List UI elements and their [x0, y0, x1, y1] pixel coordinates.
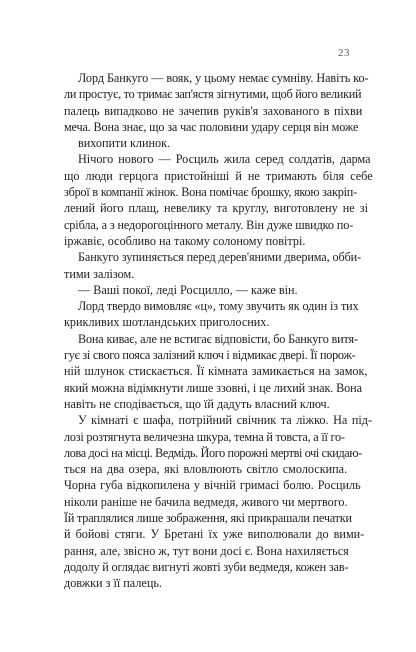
text-line: рання, але, звісно ж, тут вони досі є. Вона нахиляється: [64, 543, 349, 558]
text-line: й бойові стяги. У Бретані їх уже виполювали до вими-: [64, 527, 365, 542]
text-line: палець випадково не зачепив руків'я захованого в піхви: [64, 103, 363, 118]
text-line: тими залізом.: [64, 266, 135, 281]
text-line: Нічого нового — Росциль жила серед солдатів, дарма: [78, 152, 371, 167]
text-line: крикливих шотландських приголосних.: [64, 315, 270, 330]
text-line: вихопити клинок.: [78, 136, 171, 151]
body-text: [64, 70, 373, 592]
text-line: ли простує, то тримає зап'ястя зігнутими, щоб його великий: [64, 87, 362, 102]
text-line: ться на два озера, які вловлюють світло смолоскипа.: [64, 462, 348, 477]
text-line: ній шлунок стискається. Її кімната замикається на замок,: [64, 364, 368, 379]
text-line: Лорд Банкуго — вояк, у цьому немає сумніву. Навіть ко-: [78, 71, 369, 85]
text-line: ніколи раніше не бачила ведмедя, живого чи мертвого.: [64, 494, 348, 509]
page-number: 23: [338, 47, 350, 59]
text-line: Їй траплялися лише зображення, які прикрашали печатки: [64, 511, 352, 526]
text-line: який можна відімкнути лише ззовні, і це лихий знак. Вона: [64, 380, 362, 395]
text-line: гує зі свого пояса залізний ключ і відмикає двері. Її порож-: [64, 348, 356, 363]
text-line: срібла, а з недорогоцінного металу. Він дуже швидко по-: [64, 217, 354, 232]
text-line: навіть не сподівається, що їй дадуть власний ключ.: [64, 396, 330, 411]
text-line: Чорна губа відкопилена у вічній гримасі болю. Росциль: [64, 478, 361, 493]
text-line: додолу й оглядає вигнуті жовті зуби ведмедя, кожен зав-: [64, 559, 349, 574]
text-line: У кімнаті є шафа, потрійний свічник та ліжко. На під-: [78, 413, 373, 428]
text-line: що люди герцога пристойніші й не тримають біля себе: [64, 168, 373, 183]
text-line: лозі розтягнута величезна шкура, темна й товста, а її го-: [64, 429, 345, 444]
text-line: меча. Вона знає, що за час половини удару серця він може: [64, 119, 359, 134]
text-line: лений його плащ, невелику та круглу, виготовлену не зі: [64, 201, 368, 216]
text-line: іржавіє, особливо на такому солоному повітрі.: [64, 233, 306, 248]
text-line: — Ваші покої, леді Росцилло, — каже він.: [78, 282, 298, 297]
text-line: довжки з її палець.: [64, 576, 162, 591]
text-line: Вона киває, але не встигає відповісти, бо Банкуго витя-: [78, 331, 358, 346]
text-line: зброї в компанії жінок. Вона помічає брошку, якою закріп-: [64, 185, 357, 200]
text-line: лова досі на місці. Ведмідь. Його порожні мертві очі скидаю-: [64, 445, 362, 460]
text-line: Лорд твердо вимовляє «ц», тому звучить як один із тих: [78, 299, 359, 314]
text-line: Банкуго зупиняється перед дерев'яними дверима, обби-: [78, 250, 362, 265]
